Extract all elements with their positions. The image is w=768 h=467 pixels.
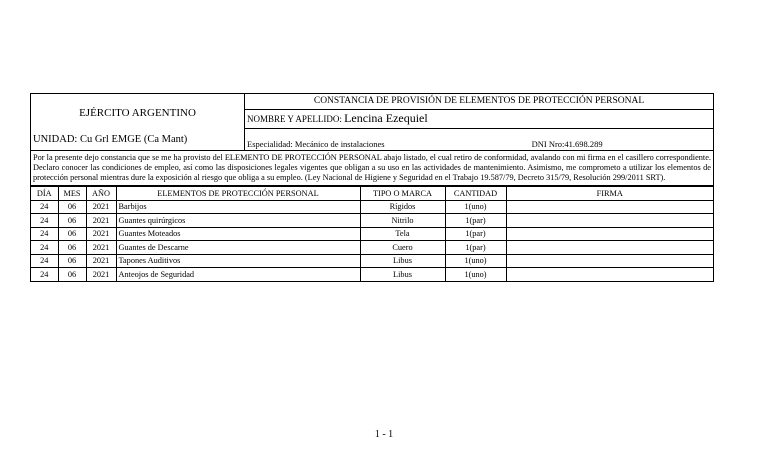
cell-type: Tela (360, 227, 445, 241)
cell-type: Rígidos (360, 200, 445, 214)
cell-type: Cuero (360, 241, 445, 255)
table-row (31, 214, 713, 228)
cell-element: Guantes Moteados (116, 227, 360, 241)
epp-form (30, 93, 714, 282)
cell-element: Guantes quirúrgicos (116, 214, 360, 228)
cell-month: 06 (58, 214, 86, 228)
form-header (31, 94, 713, 151)
cell-element: Tapones Auditivos (116, 254, 360, 268)
dni-label: DNI Nro:41.698.289 (531, 139, 603, 149)
cell-type: Libus (360, 268, 445, 281)
cell-day: 24 (31, 227, 58, 241)
cell-day: 24 (31, 254, 58, 268)
col-signature: FIRMA (506, 187, 713, 201)
cell-element: Anteojos de Seguridad (116, 268, 360, 281)
specialty-label: Especialidad: Mecánico de instalaciones (247, 139, 385, 149)
cell-year: 2021 (86, 214, 116, 228)
cell-signature (506, 214, 713, 228)
table-row (31, 227, 713, 241)
cell-quantity: 1(par) (445, 227, 506, 241)
cell-day: 24 (31, 268, 58, 281)
cell-type: Nitrilo (360, 214, 445, 228)
cell-quantity: 1(par) (445, 241, 506, 255)
name-row (245, 110, 713, 128)
col-month: MES (58, 187, 86, 201)
col-type: TIPO O MARCA (360, 187, 445, 201)
name-label: NOMBRE Y APELLIDO: (247, 114, 342, 124)
cell-day: 24 (31, 214, 58, 228)
header-left (31, 94, 245, 150)
cell-element: Barbijos (116, 200, 360, 214)
organization-name: EJÉRCITO ARGENTINO (79, 107, 196, 119)
col-year: AÑO (86, 187, 116, 201)
unit-label: UNIDAD: Cu Grl EMGE (Ca Mant) (33, 133, 188, 145)
col-day: DÍA (31, 187, 58, 201)
specialty-row (245, 128, 713, 150)
col-quantity: CANTIDAD (445, 187, 506, 201)
cell-year: 2021 (86, 241, 116, 255)
cell-signature (506, 200, 713, 214)
cell-signature (506, 227, 713, 241)
cell-year: 2021 (86, 268, 116, 281)
items-table (31, 186, 713, 281)
table-row (31, 200, 713, 214)
cell-quantity: 1(uno) (445, 254, 506, 268)
cell-type: Libus (360, 254, 445, 268)
cell-quantity: 1(uno) (445, 268, 506, 281)
cell-quantity: 1(uno) (445, 200, 506, 214)
page-number: 1 - 1 (374, 429, 394, 440)
cell-month: 06 (58, 254, 86, 268)
cell-month: 06 (58, 268, 86, 281)
cell-month: 06 (58, 227, 86, 241)
cell-signature (506, 241, 713, 255)
cell-year: 2021 (86, 254, 116, 268)
cell-element: Guantes de Descarne (116, 241, 360, 255)
cell-year: 2021 (86, 200, 116, 214)
table-header-row (31, 187, 713, 201)
cell-quantity: 1(par) (445, 214, 506, 228)
form-title: CONSTANCIA DE PROVISIÓN DE ELEMENTOS DE PROTECCIÓN PERSONAL (245, 94, 713, 110)
cell-month: 06 (58, 200, 86, 214)
table-row (31, 268, 713, 281)
header-right (245, 94, 713, 150)
name-value: Lencina Ezequiel (344, 111, 428, 125)
cell-signature (506, 254, 713, 268)
col-element: ELEMENTOS DE PROTECCIÓN PERSONAL (116, 187, 360, 201)
table-row (31, 254, 713, 268)
cell-signature (506, 268, 713, 281)
statement-text: Por la presente dejo constancia que se me ha provisto del ELEMENTO DE PROTECCIÓN PERSONAL abajo listado, el cual retiro de conformidad, avalando con mi firma en el casillero correspondiente. Declaro conocer las condiciones de empleo, así como las disposiciones legales vigentes que obligan a su uso en las actividades de mantenimiento. Asimismo, me comprometo a utilizar los elementos de protección personal mientras dure la exposición al riesgo que obliga a su empleo. (Ley Nacional de Higiene y Seguridad en el Trabajo 19.587/79, Decreto 315/79, Resolución 299/2011 SRT). (31, 151, 713, 186)
cell-year: 2021 (86, 227, 116, 241)
cell-day: 24 (31, 200, 58, 214)
cell-month: 06 (58, 241, 86, 255)
table-row (31, 241, 713, 255)
cell-day: 24 (31, 241, 58, 255)
